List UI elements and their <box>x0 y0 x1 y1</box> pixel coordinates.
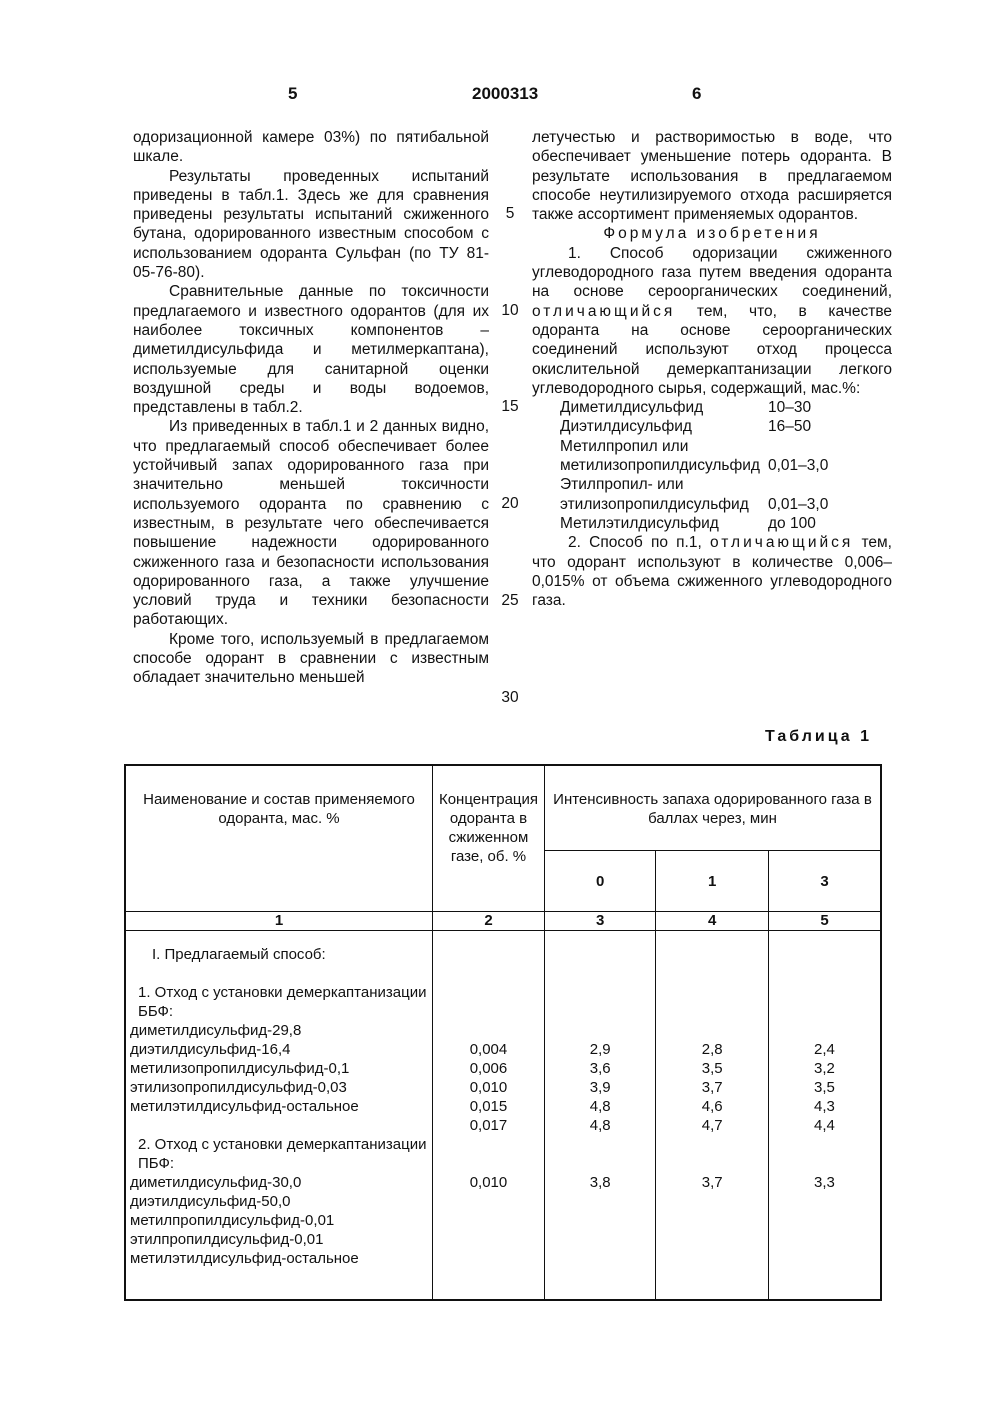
intensity-value: 3,5 <box>814 1079 835 1096</box>
results-table <box>124 764 882 1301</box>
intensity-value: 4,6 <box>701 1098 723 1115</box>
intensity-value: 4,4 <box>814 1117 835 1134</box>
claim-keyword: отличающийся <box>532 302 676 320</box>
component: диметилдисульфид-30,0 <box>130 1174 302 1191</box>
line-number: 25 <box>501 592 519 609</box>
line-number: 20 <box>501 495 519 512</box>
page-number-right: 6 <box>692 84 702 103</box>
component-value: до 100 <box>768 514 816 532</box>
concentration-cell <box>433 931 545 1301</box>
paragraph: летучестью и растворимостью в воде, что обеспечивает уменьшение потерь одоранта. В результате использования в предлагаемом способе неутилизируемого отхода расширяется также ассортимент применяемых одорантов. <box>532 129 892 224</box>
section-title: I. Предлагаемый способ: <box>152 946 326 963</box>
component-name: Метилпропил или метилизопропилдисульфид <box>560 437 760 475</box>
header-composition: Наименование и состав применяемого одоранта, мас. % <box>125 765 433 912</box>
concentration-value: 0,017 <box>469 1117 508 1134</box>
component: метилпропилдисульфид-0,01 <box>130 1212 335 1229</box>
intensity-value: 3,5 <box>701 1060 723 1077</box>
column-number: 2 <box>433 912 545 931</box>
intensity-value: 4,7 <box>701 1117 723 1134</box>
patent-number: 2000313 <box>472 84 539 103</box>
component: этилпропилдисульфид-0,01 <box>130 1231 324 1248</box>
component-name: Диметилдисульфид <box>560 399 704 417</box>
concentration-value: 0,010 <box>469 1174 508 1191</box>
header-time-1: 1 <box>656 851 769 912</box>
intensity-value: 3,8 <box>589 1174 611 1191</box>
claim-text: 2. Способ по п.1, <box>568 534 702 552</box>
column-number: 4 <box>656 912 769 931</box>
intensity-3-cell <box>768 931 881 1301</box>
table-header-row <box>125 765 881 851</box>
composition-row <box>560 475 920 514</box>
intensity-value: 2,8 <box>701 1041 723 1058</box>
composition-cell <box>125 931 433 1301</box>
concentration-value: 0,015 <box>469 1098 508 1115</box>
header-time-0: 0 <box>544 851 656 912</box>
component: этилизопропилдисульфид-0,03 <box>130 1079 347 1096</box>
group-title: 2. Отход с установки демеркаптанизации ПБФ: <box>138 1136 427 1172</box>
component-value: 0,01–3,0 <box>768 457 829 475</box>
composition-row <box>560 437 920 476</box>
component-value: 0,01–3,0 <box>768 495 829 513</box>
composition-row <box>560 398 920 417</box>
table-label: Таблица 1 <box>764 728 872 745</box>
line-number: 30 <box>501 689 519 706</box>
intensity-value: 4,8 <box>589 1117 611 1134</box>
claim-text: тем, что одорант используют в количестве 0,006–0,015% от объема сжиженного углеводородного газа. <box>532 534 892 610</box>
concentration-value: 0,010 <box>469 1079 508 1096</box>
intensity-value: 4,8 <box>589 1098 611 1115</box>
component-name: Метилэтилдисульфид <box>560 514 719 532</box>
component-name: Диэтилдисульфид <box>560 418 692 436</box>
component-value: 16–50 <box>768 418 812 436</box>
component: метилэтилдисульфид-остальное <box>130 1250 359 1267</box>
intensity-0-cell <box>544 931 656 1301</box>
component-value: 10–30 <box>768 399 812 417</box>
line-number: 5 <box>505 205 515 222</box>
paragraph: Результаты проведенных испытаний приведены в табл.1. Здесь же для сравнения приведены результаты испытаний сжиженного бутана, одорированного известным способом с использованием одоранта Сульфан (по ТУ 81-05-76-80). <box>133 167 489 282</box>
table-body-row <box>125 931 881 1301</box>
intensity-value: 3,7 <box>701 1174 723 1191</box>
intensity-value: 3,2 <box>814 1060 835 1077</box>
claim-text: 1. Способ одоризации сжиженного углеводородного газа путем введения одоранта на основе сероорганических соединений, <box>532 244 892 301</box>
paragraph: одоризационной камере 03%) по пятибальной шкале. <box>133 129 489 166</box>
intensity-value: 4,3 <box>814 1098 835 1115</box>
header-intensity: Интенсивность запаха одорированного газа в баллах через, мин <box>544 765 881 851</box>
right-column <box>532 128 892 610</box>
intensity-value: 3,9 <box>589 1079 611 1096</box>
paragraph: Сравнительные данные по токсичности предлагаемого и известного одорантов (для их наиболее токсичных компонентов – диметилдисульфида и метилмеркаптана), используемые для санитарной оценки воздушной среды и воды водоемов, представлены в табл.2. <box>133 283 489 417</box>
column-number: 3 <box>544 912 656 931</box>
column-number: 1 <box>125 912 433 931</box>
page-number-left: 5 <box>288 84 298 103</box>
component-name: Этилпропил- или этилизопропилдисульфид <box>560 476 749 513</box>
composition-row <box>560 514 920 533</box>
intensity-1-cell <box>656 931 769 1301</box>
intensity-value: 3,3 <box>814 1174 835 1191</box>
component: диэтилдисульфид-16,4 <box>130 1041 291 1058</box>
formula-heading: Формула изобретения <box>603 225 821 243</box>
claim-keyword: отличающийся <box>710 534 854 552</box>
column-number-row <box>125 912 881 931</box>
intensity-value: 2,9 <box>589 1041 611 1058</box>
intensity-value: 3,6 <box>589 1060 611 1077</box>
left-column <box>133 128 489 688</box>
claim-2 <box>532 533 892 610</box>
line-number: 10 <box>501 302 519 319</box>
paragraph: Из приведенных в табл.1 и 2 данных видно, что предлагаемый способ обеспечивает более устойчивый запах одорированного газа при значительно меньшей токсичности используемого одоранта по сравнению с известным, в результате чего обеспечивается повышение надежности одорированного сжиженного газа и безопасности использования одорированного газа, а также улучшение условий труда и техники безопасности работающих. <box>133 418 489 629</box>
component: метилэтилдисульфид-остальное <box>130 1098 359 1115</box>
concentration-value: 0,004 <box>469 1041 508 1058</box>
intensity-value: 3,7 <box>701 1079 723 1096</box>
claim-text: тем, что, в качестве одоранта на основе сероорганических соединений используют отход процесса окислительной демеркаптанизации легкого углеводородного сырья, содержащий, мас.%: <box>532 302 892 397</box>
header-time-3: 3 <box>768 851 881 912</box>
header-concentration: Концентрация одоранта в сжиженном газе, об. % <box>433 765 545 912</box>
component: диэтилдисульфид-50,0 <box>130 1193 291 1210</box>
intensity-value: 2,4 <box>814 1041 835 1058</box>
composition-row <box>560 417 920 436</box>
claim-1 <box>532 244 892 398</box>
concentration-value: 0,006 <box>469 1060 508 1077</box>
composition-table <box>560 398 920 533</box>
paragraph: Кроме того, используемый в предлагаемом способе одорант в сравнении с известным обладает значительно меньшей <box>133 630 489 687</box>
component: диметилдисульфид-29,8 <box>130 1022 302 1039</box>
component: метилизопропилдисульфид-0,1 <box>130 1060 350 1077</box>
group-title: 1. Отход с установки демеркаптанизации ББФ: <box>138 984 427 1020</box>
column-number: 5 <box>768 912 881 931</box>
line-number: 15 <box>501 398 519 415</box>
